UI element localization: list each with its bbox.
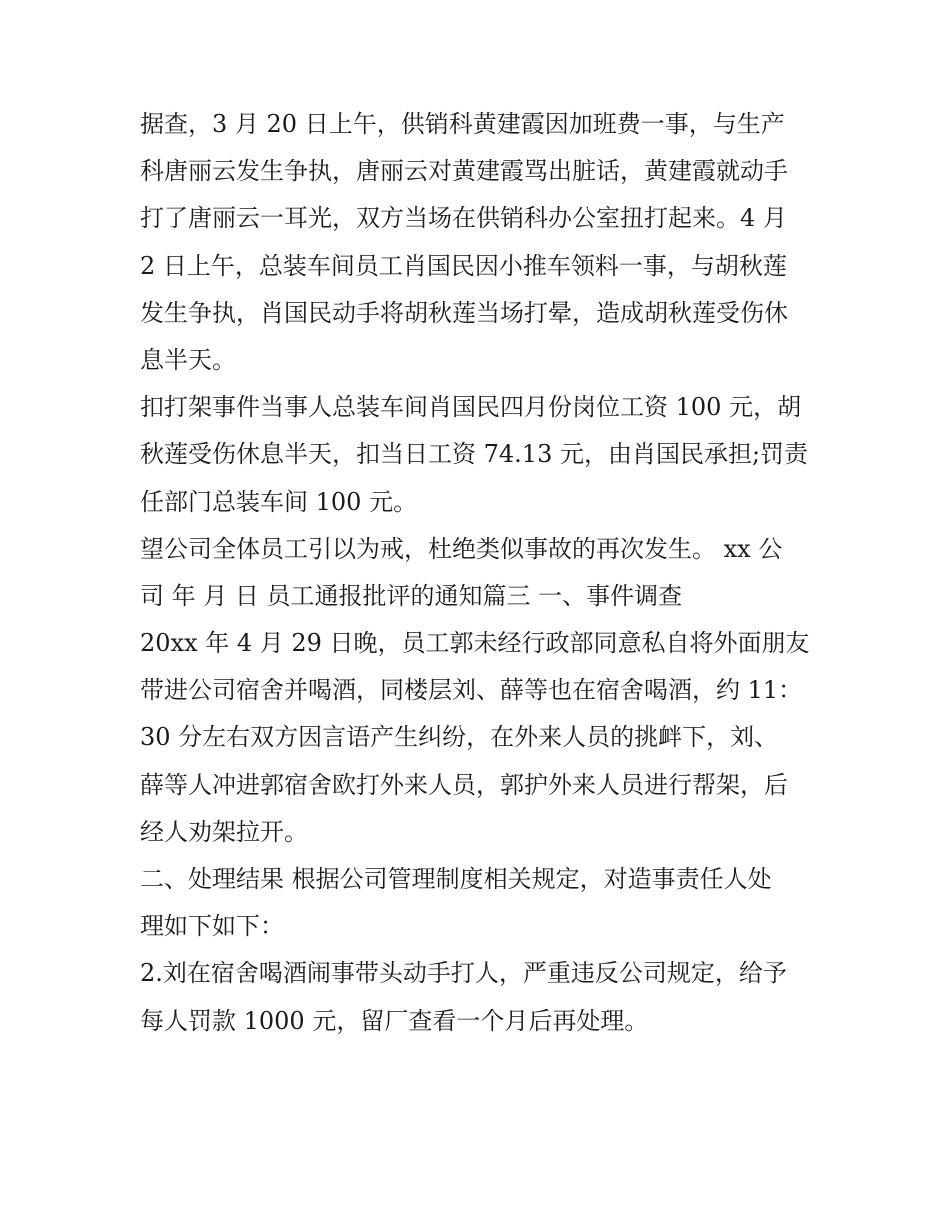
text-line: 理如下如下： — [140, 912, 284, 941]
text-line: 科唐丽云发生争执，唐丽云对黄建霞骂出脏话，黄建霞就动手 — [140, 157, 788, 186]
text-line: 每人罚款 1000 元，留厂查看一个月后再处理。 — [140, 1006, 649, 1035]
text-line: 司 年 月 日 员工通报批评的通知篇三 一、事件调查 — [140, 581, 683, 610]
text-line: 息半天。 — [140, 345, 236, 374]
text-line: 打了唐丽云一耳光，双方当场在供销科办公室扭打起来。4 月 — [140, 204, 787, 233]
text-line: 2 日上午，总装车间员工肖国民因小推车领料一事，与胡秋莲 — [140, 251, 787, 280]
text-line: 望公司全体员工引以为戒，杜绝类似事故的再次发生。 xx 公 — [140, 534, 783, 563]
text-line: 30 分左右双方因言语产生纠纷，在外来人员的挑衅下，刘、 — [140, 723, 779, 752]
text-line: 发生争执，肖国民动手将胡秋莲当场打晕，造成胡秋莲受伤休 — [140, 298, 788, 327]
text-line: 秋莲受伤休息半天，扣当日工资 74.13 元，由肖国民承担;罚责 — [140, 440, 809, 469]
text-line: 2.刘在宿舍喝酒闹事带头动手打人，严重违反公司规定，给予 — [140, 959, 787, 988]
text-line: 扣打架事件当事人总装车间肖国民四月份岗位工资 100 元，胡 — [140, 393, 802, 422]
text-line: 带进公司宿舍并喝酒，同楼层刘、薛等也在宿舍喝酒，约 11： — [140, 676, 803, 705]
text-line: 任部门总装车间 100 元。 — [140, 487, 418, 516]
text-line: 薛等人冲进郭宿舍欧打外来人员，郭护外来人员进行帮架，后 — [140, 770, 788, 799]
text-line: 二、处理结果 根据公司管理制度相关规定，对造事责任人处 — [140, 865, 772, 893]
text-line: 据查，3 月 20 日上午，供销科黄建霞因加班费一事，与生产 — [140, 110, 785, 138]
text-line: 经人劝架拉开。 — [140, 817, 308, 846]
text-line: 20xx 年 4 月 29 日晚，员工郭未经行政部同意私自将外面朋友 — [140, 629, 810, 658]
body-text — [140, 101, 820, 1045]
